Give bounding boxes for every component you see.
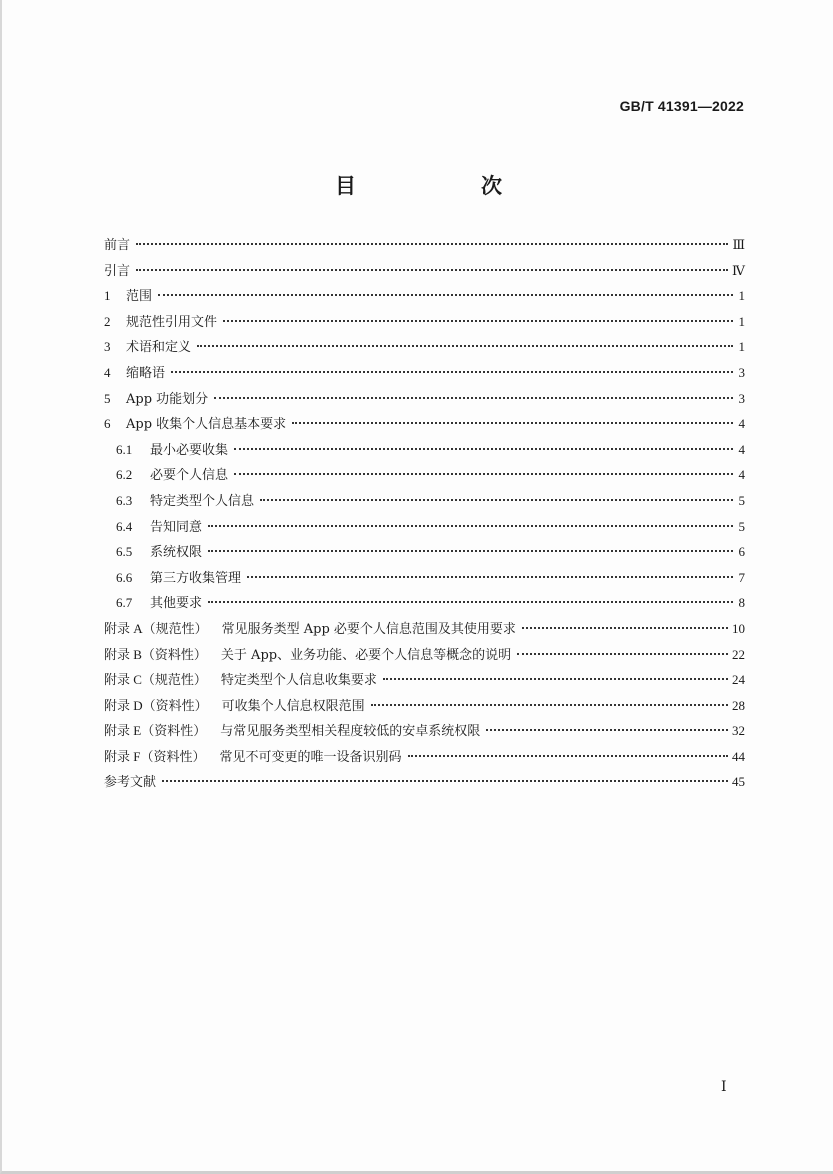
- toc-entry-number: 附录 B（资料性）: [104, 646, 207, 662]
- toc-entry-page: 24: [732, 672, 745, 688]
- toc-dot-leader: [408, 755, 729, 757]
- toc-entry[interactable]: [104, 567, 745, 593]
- toc-entry-page: 45: [732, 774, 745, 790]
- toc-entry[interactable]: [104, 336, 745, 362]
- toc-entry[interactable]: [104, 695, 745, 721]
- toc-entry-page: 32: [732, 723, 745, 739]
- toc-entry-page: 3: [738, 364, 745, 380]
- toc-entry[interactable]: [104, 618, 745, 644]
- toc-entry-number: 3: [104, 339, 111, 355]
- toc-dot-leader: [234, 473, 733, 475]
- toc-dot-leader: [234, 448, 733, 450]
- toc-entry-number: 4: [104, 364, 111, 380]
- toc-dot-leader: [208, 601, 733, 603]
- toc-entry-page: 4: [738, 416, 745, 432]
- page-number: Ⅰ: [721, 1080, 727, 1095]
- toc-dot-leader: [197, 345, 733, 347]
- toc-entry-label: 与常见服务类型相关程度较低的安卓系统权限: [220, 724, 481, 740]
- toc-entry-label: 常见服务类型 App 必要个人信息范围及其使用要求: [221, 621, 516, 637]
- toc-entry-label: 最小必要收集: [150, 442, 229, 458]
- toc-entry-page: 1: [738, 313, 745, 329]
- toc-entry-page: 4: [738, 467, 745, 483]
- toc-entry-label: App 功能划分: [126, 391, 209, 407]
- toc-entry-number: 附录 A（规范性）: [104, 620, 208, 636]
- toc-entry-page: Ⅳ: [732, 262, 745, 278]
- toc-dot-leader: [136, 269, 728, 271]
- toc-entry-label: 缩略语: [126, 365, 166, 381]
- toc-entry[interactable]: [104, 720, 745, 746]
- toc-entry-page: 8: [738, 595, 745, 611]
- toc-entry[interactable]: [104, 234, 745, 260]
- toc-entry[interactable]: [104, 388, 745, 414]
- toc-dot-leader: [223, 320, 733, 322]
- toc-entry-number: 附录 D（资料性）: [104, 697, 208, 713]
- toc-entry[interactable]: [104, 669, 745, 695]
- page-title: 目 次: [335, 174, 554, 198]
- toc-dot-leader: [214, 397, 733, 399]
- toc-entry-label: 系统权限: [150, 545, 203, 561]
- toc-entry[interactable]: [104, 285, 745, 311]
- toc-entry-number: 5: [104, 390, 111, 406]
- toc-dot-leader: [383, 678, 728, 680]
- toc-entry-label: 规范性引用文件: [126, 314, 218, 330]
- toc-entry[interactable]: [104, 311, 745, 337]
- toc-entry-label: App 收集个人信息基本要求: [126, 417, 287, 433]
- toc-entry-label: 术语和定义: [126, 340, 192, 356]
- toc-dot-leader: [292, 422, 733, 424]
- toc-entry-page: 6: [738, 544, 745, 560]
- toc-entry[interactable]: [104, 464, 745, 490]
- toc-entry[interactable]: [104, 490, 745, 516]
- toc-entry-page: 5: [738, 518, 745, 534]
- toc-entry[interactable]: [104, 516, 745, 542]
- toc-entry-number: 6.7: [116, 595, 133, 611]
- toc-dot-leader: [522, 627, 728, 629]
- toc-entry-label: 前言: [104, 238, 131, 253]
- toc-entry-page: 22: [732, 646, 745, 662]
- toc-entry[interactable]: [104, 439, 745, 465]
- toc-dot-leader: [517, 653, 728, 655]
- toc-entry[interactable]: [104, 362, 745, 388]
- toc-entry[interactable]: [104, 592, 745, 618]
- toc-entry-label: 其他要求: [150, 596, 203, 612]
- toc-entry[interactable]: [104, 413, 745, 439]
- toc-entry-number: 6.3: [116, 492, 133, 508]
- toc-entry-number: 6.5: [116, 544, 133, 560]
- toc-entry-page: 3: [738, 390, 745, 406]
- toc-entry-number: 6.4: [116, 518, 133, 534]
- toc-entry-number: 附录 F（资料性）: [104, 748, 206, 764]
- standard-code: GB/T 41391—2022: [619, 98, 744, 114]
- toc-entry-label: 第三方收集管理: [150, 570, 242, 586]
- toc-dot-leader: [208, 550, 733, 552]
- toc-entry[interactable]: [104, 644, 745, 670]
- toc-entry-label: 必要个人信息: [150, 468, 229, 484]
- toc-entry-page: 28: [732, 697, 745, 713]
- toc-entry-page: 44: [732, 748, 745, 764]
- toc-entry-label: 常见不可变更的唯一设备识别码: [219, 749, 402, 765]
- toc-dot-leader: [260, 499, 733, 501]
- toc-entry-page: 1: [738, 288, 745, 304]
- toc-entry-label: 特定类型个人信息: [150, 493, 255, 509]
- toc-entry-number: 6: [104, 416, 111, 432]
- toc-entry-label: 可收集个人信息权限范围: [221, 698, 365, 714]
- toc-entry[interactable]: [104, 541, 745, 567]
- toc-entry-number: 6.6: [116, 569, 133, 585]
- toc-entry-number: 1: [104, 288, 111, 304]
- toc-entry-page: 4: [738, 441, 745, 457]
- toc-entry-page: 5: [738, 492, 745, 508]
- toc-entry-page: 7: [738, 569, 745, 585]
- toc-entry-number: 附录 C（规范性）: [104, 672, 207, 688]
- toc-entry-label: 告知同意: [150, 519, 203, 535]
- toc-entry-label: 范围: [126, 289, 153, 305]
- toc-entry-page: 1: [738, 339, 745, 355]
- toc-dot-leader: [486, 729, 728, 731]
- toc-dot-leader: [136, 243, 728, 245]
- toc-dot-leader: [171, 371, 733, 373]
- toc-entry[interactable]: [104, 771, 745, 797]
- toc-entry-page: 10: [732, 620, 745, 636]
- toc-entry-number: 附录 E（资料性）: [104, 723, 207, 739]
- toc-entry[interactable]: [104, 746, 745, 772]
- toc-entry-label: 关于 App、业务功能、必要个人信息等概念的说明: [220, 647, 512, 663]
- toc-entry-label: 特定类型个人信息收集要求: [220, 673, 377, 689]
- table-of-contents: [104, 234, 745, 797]
- toc-entry-number: 6.2: [116, 467, 133, 483]
- toc-dot-leader: [247, 576, 733, 578]
- toc-dot-leader: [162, 780, 728, 782]
- toc-entry-page: Ⅲ: [732, 237, 745, 252]
- toc-entry-label: 参考文献: [104, 775, 157, 791]
- toc-dot-leader: [371, 704, 728, 706]
- toc-entry-number: 2: [104, 313, 111, 329]
- toc-entry-number: 6.1: [116, 441, 133, 457]
- toc-entry[interactable]: [104, 260, 745, 286]
- toc-dot-leader: [208, 525, 733, 527]
- toc-dot-leader: [158, 294, 733, 296]
- toc-entry-label: 引言: [104, 263, 131, 279]
